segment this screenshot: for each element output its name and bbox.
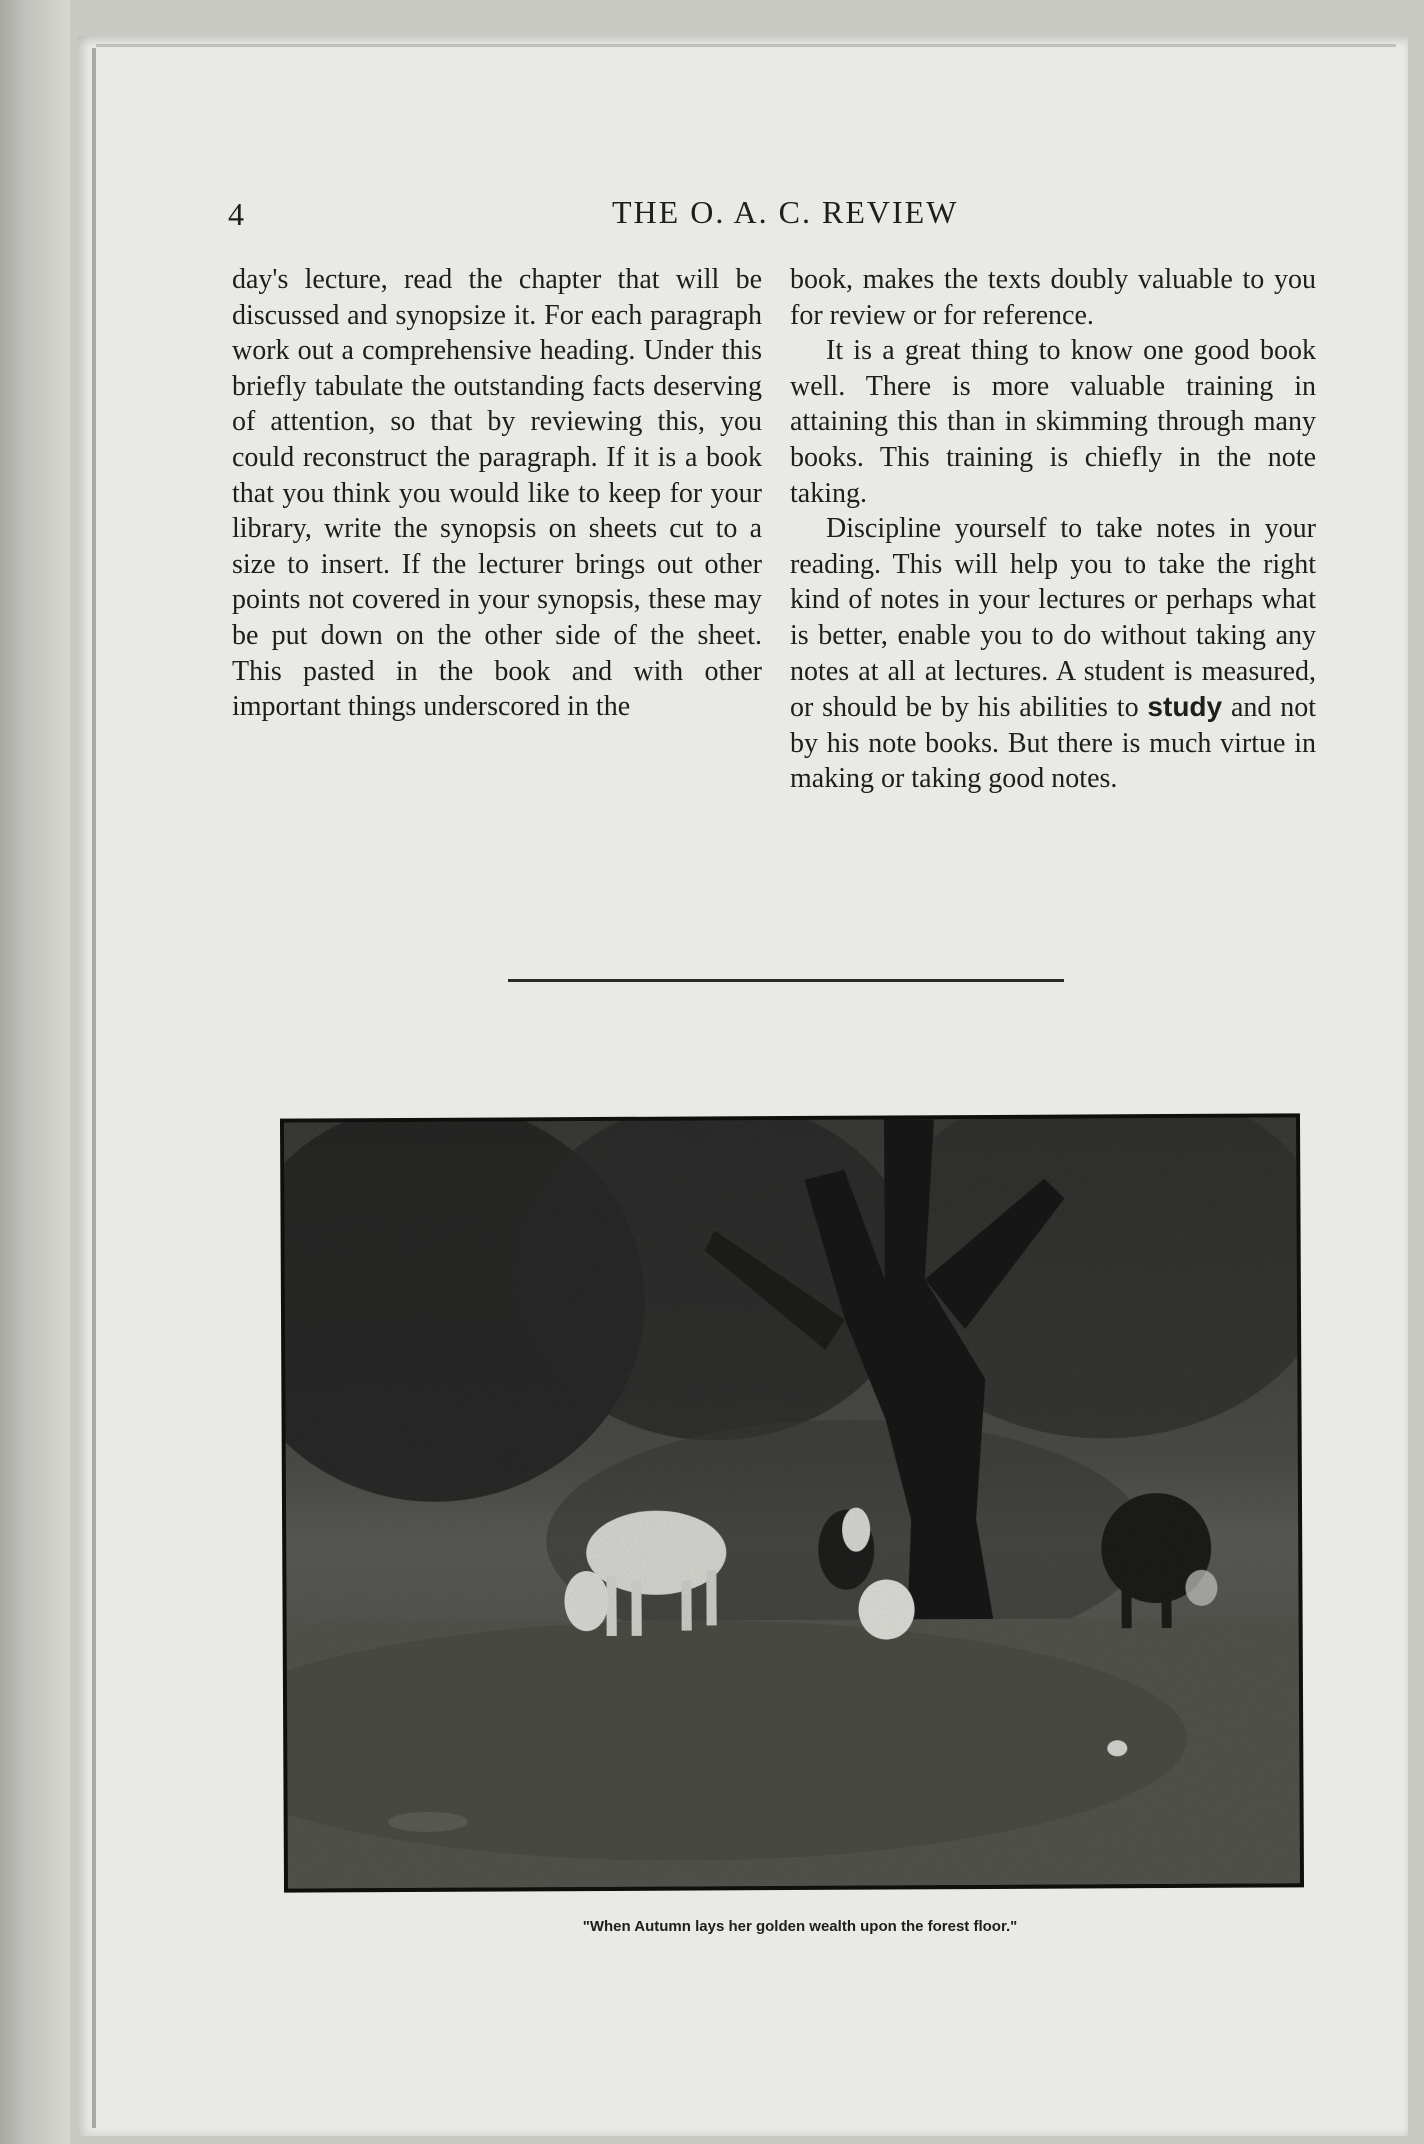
left-column-text: day's lecture, read the chapter that will be discussed and synopsize it. For each paragraph work out a comprehensive heading. Under this briefly tabulate the outstanding facts deserving of attention, so that by reviewing this, you could reconstruct the paragraph. If it is a book that you think you would like to keep for your library, write the synopsis on sheets cut to a size to insert. If the lecturer brings out other points not covered in your synopsis, these may be put down on the other side of the sheet. This pasted in the book and with other important things underscored in the <box>232 264 762 723</box>
page-border-top <box>96 44 1396 47</box>
section-divider <box>508 979 1064 982</box>
forest-photo-image <box>284 1117 1300 1888</box>
right-paragraph-2: It is a great thing to know one good book well. There is more valuable training in attaining this than in skimming through many books. This training is chiefly in the note taking. <box>790 335 1316 509</box>
right-paragraph-3-after: and not by his note books. But there is much virtue in making or taking good notes. <box>790 692 1316 795</box>
photo-caption: "When Autumn lays her golden wealth upon the forest floor." <box>582 1918 1018 1935</box>
left-column <box>232 262 762 725</box>
right-paragraph-3 <box>790 511 1316 797</box>
right-paragraph-3-before: Discipline yourself to take notes in your reading. This will help you to take the right kind of notes in your lectures or perhaps what is better, enable you to do without taking any notes at all at lectures. A student is measured, or should be by his abilities to <box>790 513 1316 724</box>
page-number: 4 <box>228 196 244 232</box>
page-border-left <box>92 48 96 2128</box>
running-head: THE O. A. C. REVIEW <box>612 194 959 230</box>
photograph <box>280 1113 1304 1892</box>
right-paragraph-1: book, makes the texts doubly valuable to you for review or for reference. <box>790 264 1316 331</box>
right-column <box>790 262 1316 797</box>
scan-edge <box>0 0 70 2144</box>
emphasis-study: study <box>1147 691 1223 723</box>
